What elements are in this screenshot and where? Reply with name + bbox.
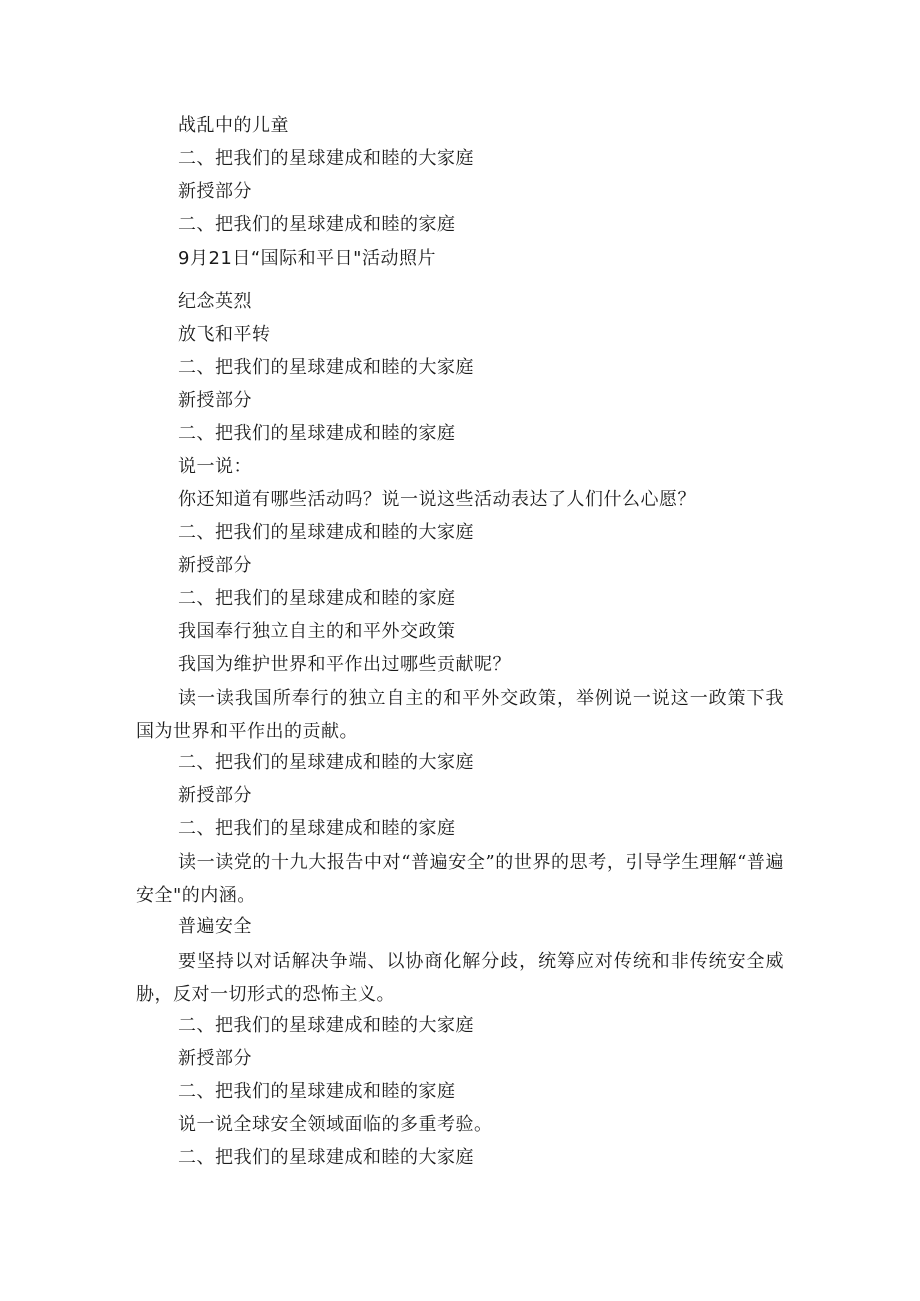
text-line: 二、把我们的星球建成和睦的大家庭 — [178, 148, 474, 169]
text-paragraph: 读一读党的十九大报告中对“普遍安全”的世界的思考，引导学生理解“普遍安全"的内涵。 — [136, 852, 784, 906]
text-paragraph: 要坚持以对话解决争端、以协商化解分歧，统筹应对传统和非传统安全威胁，反对一切形式的恐怖主义。 — [136, 951, 784, 1005]
text-line: 说一说全球安全领域面临的多重考验。 — [178, 1114, 493, 1135]
text-line: 二、把我们的星球建成和睦的大家庭 — [178, 357, 474, 378]
text-line: 新授部分 — [178, 181, 252, 202]
text-line: 我国为维护世界和平作出过哪些贡献呢？ — [178, 654, 511, 675]
text-line: 我国奉行独立自主的和平外交政策 — [178, 621, 456, 642]
text-line: 战乱中的儿童 — [178, 115, 289, 136]
text-line: 二、把我们的星球建成和睦的家庭 — [178, 214, 456, 235]
text-line: 二、把我们的星球建成和睦的家庭 — [178, 818, 456, 839]
text-line: 放飞和平转 — [178, 324, 271, 345]
text-line: 二、把我们的星球建成和睦的大家庭 — [178, 752, 474, 773]
text-line: 二、把我们的星球建成和睦的家庭 — [178, 1081, 456, 1102]
text-line: 二、把我们的星球建成和睦的大家庭 — [178, 1147, 474, 1168]
text-line: 新授部分 — [178, 555, 252, 576]
text-line: 9月21日“国际和平日"活动照片 — [178, 248, 436, 269]
text-paragraph: 读一读我国所奉行的独立自主的和平外交政策，举例说一说这一政策下我国为世界和平作出的贡献。 — [136, 688, 784, 742]
text-line: 二、把我们的星球建成和睦的家庭 — [178, 588, 456, 609]
text-line: 普遍安全 — [178, 916, 252, 937]
text-line: 二、把我们的星球建成和睦的大家庭 — [178, 1015, 474, 1036]
text-line: 你还知道有哪些活动吗？说一说这些活动表达了人们什么心愿？ — [178, 489, 696, 510]
text-line: 新授部分 — [178, 785, 252, 806]
text-line: 新授部分 — [178, 1048, 252, 1069]
text-line: 新授部分 — [178, 390, 252, 411]
text-line: 纪念英烈 — [178, 291, 252, 312]
text-line: 二、把我们的星球建成和睦的家庭 — [178, 423, 456, 444]
text-line: 说一说： — [178, 456, 252, 477]
text-line: 二、把我们的星球建成和睦的大家庭 — [178, 522, 474, 543]
